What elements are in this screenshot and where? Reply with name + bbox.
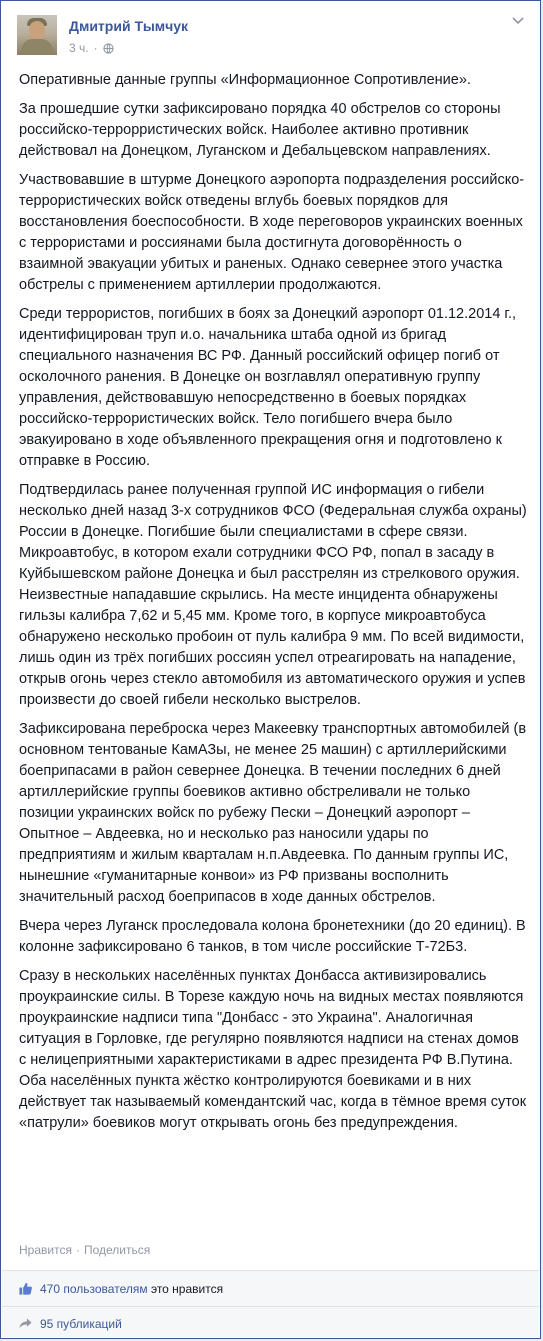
globe-icon[interactable] [103, 43, 114, 54]
likes-row [18, 1281, 527, 1296]
thumbs-up-icon [18, 1281, 33, 1296]
share-arrow-icon [18, 1316, 33, 1331]
chevron-down-icon[interactable] [512, 17, 524, 25]
avatar[interactable] [17, 15, 57, 55]
like-link[interactable]: Нравится [19, 1243, 72, 1257]
post-paragraph: Участвовавшие в штурме Донецкого аэропорта подразделения российско-террористических войск отведены вглубь боевых порядков для восстановления боеспособности. В ходе переговоров украинских военных с террористами и россиянами была достигнута договорённость о взаимной эвакуации убитых и раненых. Однако севернее этого участка обстрелы с применением артиллерии продолжаются. [19, 172, 525, 293]
post-paragraph: Зафиксирована переброска через Макеевку транспортных автомобилей (в основном тентованые КамАЗы, не менее 25 машин) с артиллерийскими боеприпасами в район севернее Донецка. В течении последних 6 дней артиллерийские группы боевиков активно обстреливали не только позиции украинских войск по рубежу Пески – Донецкий аэропорт – Опытное – Авдеевка, но и несколько раз наносили удары по предприятиям и жилым кварталам н.п.Авдеевка. По данным группы ИС, нынешние «гуманитарные конвои» из РФ призваны восполнить значительный расход боеприпасов в ходе данных обстрелов. [19, 721, 527, 905]
post-header [17, 15, 527, 63]
post-paragraph: Вчера через Луганск проследовала колона бронетехники (до 20 единиц). В колонне зафиксировано 6 танков, в том числе российские Т-72Б3. [19, 918, 526, 955]
share-link[interactable]: Поделиться [83, 1243, 151, 1257]
likes-count-link[interactable]: 470 пользователям [40, 1281, 148, 1296]
post-timestamp[interactable]: 3 ч. [69, 41, 89, 55]
author-name[interactable]: Дмитрий Тымчук [69, 18, 189, 34]
divider [2, 1270, 539, 1271]
post-paragraph: Оперативные данные группы «Информационное Сопротивление». [19, 72, 471, 88]
shares-row [18, 1316, 527, 1331]
post-paragraph: Сразу в нескольких населённых пунктах Донбасса активизировались проукраинские силы. В Торезе каждую ночь на видных местах появляются проукраинские надписи типа "Донбасс - это Украина". Аналогичная ситуация в Горловке, где регулярно появляются надписи на стенах домов с нелицеприятными характеристиками в адрес президента РФ В.Путина. Оба населённых пункта жёстко контролируются боевиками и в них действует так называемый комендантский час, когда в тёмное время суток «патрули» боевиков могут открывать огонь без предупреждения. [19, 968, 527, 1131]
post [2, 2, 539, 1337]
post-meta [69, 41, 114, 55]
separator: · [93, 41, 98, 55]
shares-count-link[interactable]: 95 публикаций [40, 1316, 122, 1331]
post-stats [2, 1270, 539, 1337]
post-text [19, 70, 527, 1142]
likes-suffix: это нравится [150, 1281, 224, 1296]
post-paragraph: За прошедшие сутки зафиксировано порядка 40 обстрелов со стороны российско-террорристических войск. Наиболее активно противник действовал на Донецком, Луганском и Дебальцевском направлениях. [19, 101, 501, 159]
post-paragraph: Подтвердилась ранее полученная группой ИС информация о гибели несколько дней назад 3-х сотрудников ФСО (Федеральная служба охраны) России в Донецке. Погибшие были специалистами в сфере связи. Микроавтобус, в котором ехали сотрудники ФСО РФ, попал в засаду в Куйбышевском районе Донецка и был расстрелян из стрелкового оружия. Неизвестные нападавшие скрылись. На месте инцидента обнаружены гильзы калибра 7,62 и 5,45 мм. Кроме того, в корпусе микроавтобуса обнаружено несколько пробоин от пуль калибра 9 мм. По всей видимости, лишь один из трёх погибших россиян успел отреагировать на нападение, открыв огонь через стекло автомобиля из автоматического оружия и успев произвести до своей гибели несколько выстрелов. [19, 482, 527, 708]
action-separator: · [75, 1243, 80, 1257]
divider [2, 1306, 539, 1307]
post-paragraph: Среди террористов, погибших в боях за Донецкий аэропорт 01.12.2014 г., идентифицирован труп и.о. начальника штаба одной из бригад специального назначения ВС РФ. Данный российский офицер погиб от осколочного ранения. В Донецке он возглавлял оперативную группу управления, действовавшую непосредственно в боевых порядках российско-террористических войск. Тело погибшего вчера было эвакуировано в ходе объявленного прекращения огня и подготовлено к отправке в Россию. [19, 306, 517, 469]
post-actions [19, 1243, 150, 1257]
